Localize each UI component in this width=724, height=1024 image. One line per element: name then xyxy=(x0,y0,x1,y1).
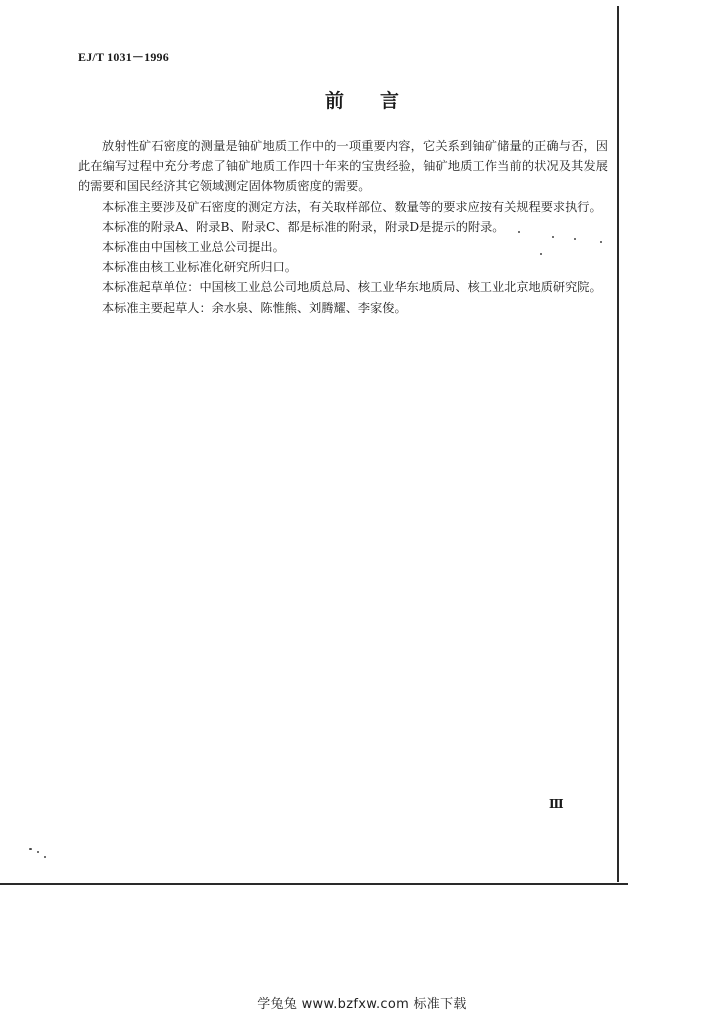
page-title: 前言 xyxy=(324,90,435,112)
foreword-paragraph-1: 放射性矿石密度的测量是铀矿地质工作中的一项重要内容，它关系到铀矿储量的正确与否，因此在编写过程中充分考虑了铀矿地质工作四十年来的宝贵经验，铀矿地质工作当前的状况及其发展的需要和国民经济其它领域测定固体物质密度的需要。 xyxy=(78,139,608,194)
page-number: Ⅲ xyxy=(549,797,564,811)
foreword-paragraph-5: 本标准由核工业标准化研究所归口。 xyxy=(102,260,297,275)
scan-speck xyxy=(29,848,32,850)
scan-speck xyxy=(518,231,520,233)
foreword-paragraph-2: 本标准主要涉及矿石密度的测定方法，有关取样部位、数量等的要求应按有关规程要求执行。 xyxy=(102,199,602,214)
foreword-paragraph-7: 本标准主要起草人：余水泉、陈惟熊、刘腾耀、李家俊。 xyxy=(102,300,407,315)
page-bottom-border xyxy=(0,883,628,885)
scan-speck xyxy=(600,241,602,243)
scan-speck xyxy=(540,253,542,255)
standard-code: EJ/T 1031－1996 xyxy=(78,50,169,64)
foreword-body xyxy=(78,136,608,318)
foreword-paragraph-3: 本标准的附录A、附录B、附录C、都是标准的附录，附录D是提示的附录。 xyxy=(102,219,505,234)
scan-speck xyxy=(44,856,46,858)
scan-speck xyxy=(552,236,554,238)
scan-speck xyxy=(574,238,576,240)
foreword-paragraph-4: 本标准由中国核工业总公司提出。 xyxy=(102,240,285,255)
footer-watermark: 学兔兔 www.bzfxw.com 标准下载 xyxy=(257,997,467,1012)
scan-speck xyxy=(37,851,39,853)
page-right-border xyxy=(617,6,619,882)
foreword-paragraph-6: 本标准起草单位：中国核工业总公司地质总局、核工业华东地质局、核工业北京地质研究院。 xyxy=(102,280,602,295)
